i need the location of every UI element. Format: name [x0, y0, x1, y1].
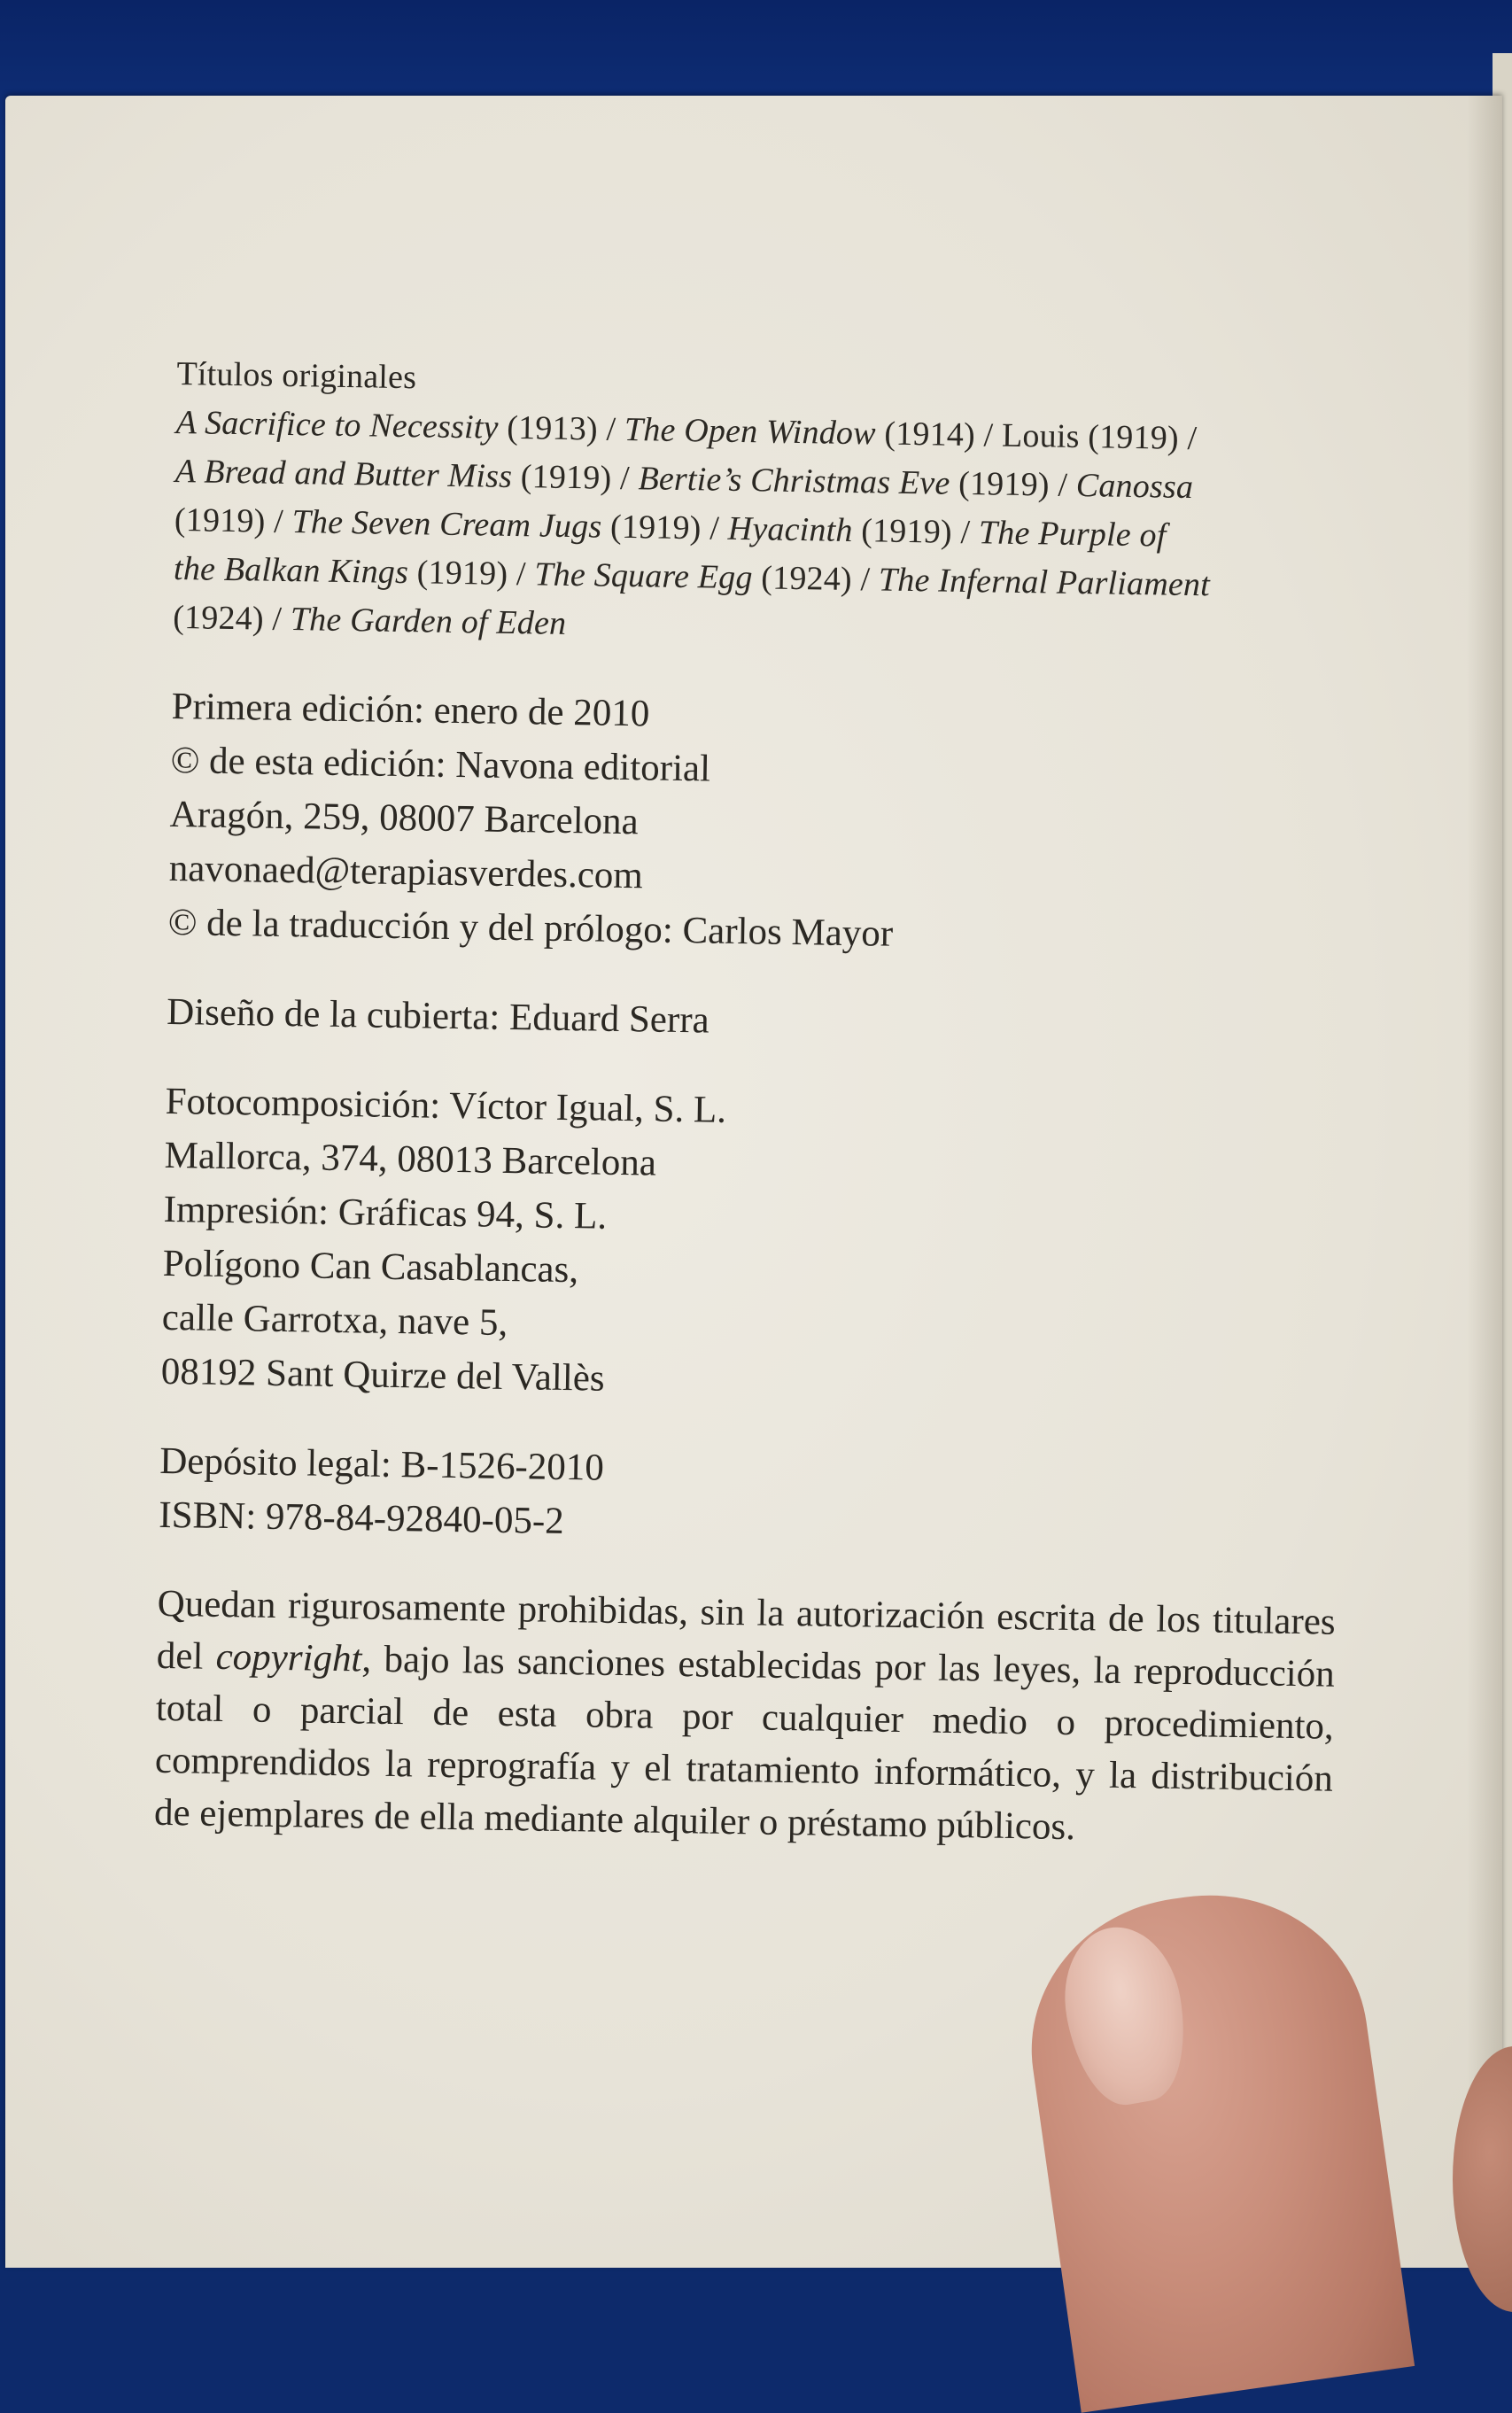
title-italic: Hyacinth [727, 509, 853, 550]
colophon-text [154, 350, 1355, 1858]
production-line: calle Garrotxa, nave 5, [161, 1296, 508, 1344]
title-italic: Canossa [1075, 466, 1194, 507]
production-line: 08192 Sant Quirze del Vallès [160, 1350, 605, 1400]
title-text: (1914) / Louis (1919) / [875, 415, 1198, 458]
production-info [160, 1075, 1344, 1417]
title-italic: The Square Egg [534, 555, 753, 597]
original-titles-section [173, 350, 1355, 661]
title-text: (1919) / [511, 457, 639, 498]
edition-line: navonaed@terapiasverdes.com [168, 847, 644, 897]
title-text: (1919) / [174, 500, 292, 541]
title-italic: A Sacrifice to Necessity [175, 403, 499, 446]
original-titles-list [173, 399, 1354, 661]
page-gutter-shadow [1467, 96, 1502, 2268]
legal-line: Depósito legal: B-1526-2010 [159, 1439, 605, 1489]
production-line: Polígono Can Casablancas, [162, 1242, 579, 1292]
rights-notice [154, 1578, 1336, 1858]
title-text: (1919) / [852, 512, 980, 552]
title-text: (1919) / [601, 508, 729, 547]
edition-line: Primera edición: enero de 2010 [171, 685, 650, 735]
legal-line: ISBN: 978-84-92840-05-2 [158, 1494, 565, 1543]
title-text: (1919) / [950, 464, 1077, 504]
original-titles-heading: Títulos originales [176, 354, 417, 397]
production-line: Fotocomposición: Víctor Igual, S. L. [165, 1080, 727, 1131]
edition-line: Aragón, 259, 08007 Barcelona [169, 793, 640, 843]
production-line: Impresión: Gráficas 94, S. L. [163, 1188, 608, 1238]
title-text: (1924) / [172, 598, 291, 639]
rights-text: Quedan rigurosamente prohibidas, sin la autorización escrita de los titulares del [156, 1582, 1336, 1678]
title-italic: The Purple of [978, 514, 1167, 555]
edition-info [167, 679, 1350, 968]
rights-text: , bajo las sanciones establecidas por las leyes, la reproducción total o parcial de esta obra por cualquier medio o procedimiento, comprendidos la reprografía y el tratamiento informático, y la distribución de ejemplares de ella mediante alquiler o préstamo públicos. [153, 1638, 1336, 1849]
rights-italic: copyright [215, 1635, 362, 1680]
title-italic: A Bread and Butter Miss [174, 452, 513, 495]
title-italic: The Garden of Eden [290, 601, 567, 642]
title-text: (1919) / [407, 554, 535, 594]
title-italic: the Balkan Kings [173, 549, 409, 592]
title-text: (1913) / [498, 408, 625, 448]
edition-line: © de la traducción y del prólogo: Carlos Mayor [167, 901, 894, 955]
title-italic: The Seven Cream Jugs [291, 503, 602, 546]
title-italic: Bertie’s Christmas Eve [638, 460, 950, 502]
edition-line: © de esta edición: Navona editorial [170, 739, 711, 790]
title-italic: The Infernal Parliament [878, 561, 1211, 604]
production-line: Mallorca, 374, 08013 Barcelona [164, 1134, 657, 1184]
title-text: (1924) / [752, 559, 880, 599]
legal-deposit-isbn [159, 1434, 1338, 1561]
title-italic: The Open Window [624, 410, 877, 453]
cover-design-credit: Diseño de la cubierta: Eduard Serra [166, 990, 710, 1042]
